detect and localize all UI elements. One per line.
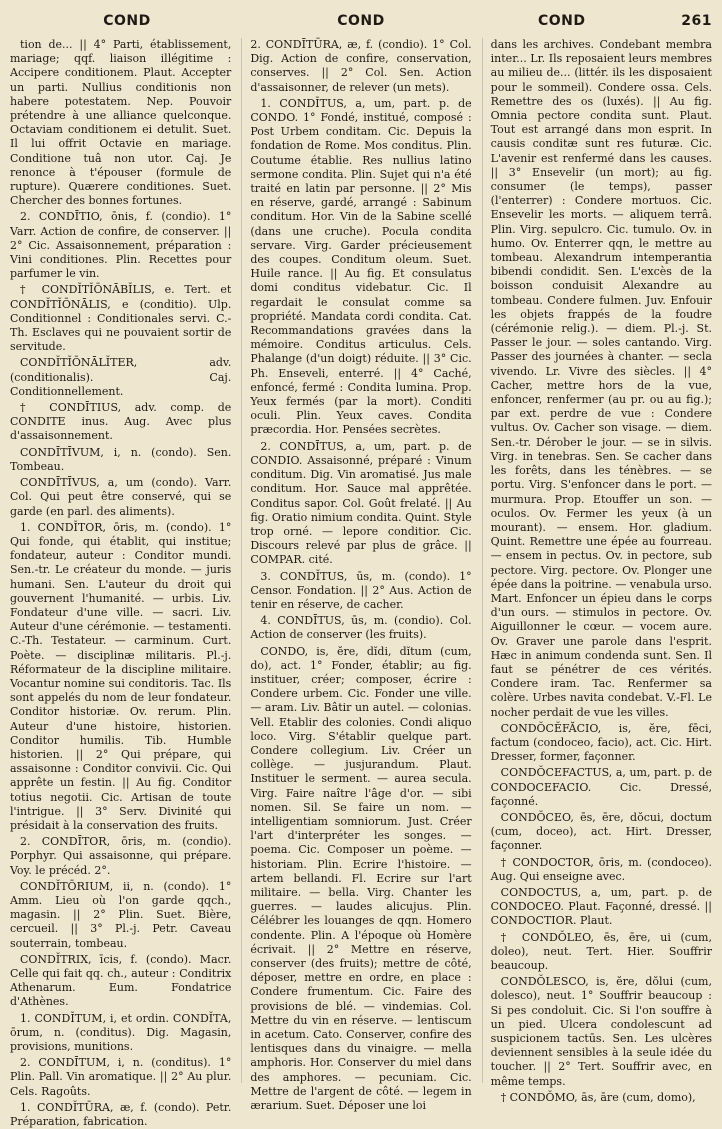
entry-paragraph: 2. CONDĪTOR, ōris, m. (condio). Porphyr. Qui assaisonne, qui prépare. Voy. le précéd. 2°. (10, 835, 232, 877)
entry-paragraph: 2. CONDĪTIO, ōnis, f. (condio). 1° Varr. Action de confire, de conserver. || 2° Cic. Assaisonnement, préparation : Vini conditiones. Plin. Recettes pour parfumer le vin. (10, 210, 232, 281)
entry-paragraph: 1. CONDĬTŪRA, æ, f. (condo). Petr. Préparation, fabrication. (10, 1100, 232, 1129)
entry-paragraph: CONDO, is, ĕre, dĭdi, dĭtum (cum, do), act. 1° Fonder, établir; au fig. instituer, créer; composer, écrire : Condere urbem. Cic. Fonder une ville. — aram. Liv. Bâtir un autel. — colonias. Vell. Etablir des colonies. Condi aliquo loco. Virg. S'établir quelque part. Condere collegium. Liv. Créer un collège. — jusjurandum. Plaut. Instituer le serment. — aurea secula. Virg. Faire naître l'âge d'or. — sibi nomen. Sil. Se faire un nom. — intelligentiam somniorum. Just. Créer l'art d'interpréter les songes. — poema. Cic. Composer un poème. — historiam. Plin. Ecrire l'histoire. — artem bellandi. Fl. Ecrire sur l'art militaire. — bella. Virg. Chanter les guerres. — laudes alicujus. Plin. Célébrer les louanges de qqn. Homero condente. Plin. A l'époque où Homère écrivait. || 2° Mettre en réserve, conserver (des fruits); mettre de côté, déposer, mettre en ordre, en place : Condere frumentum. Cic. Faire des provisions de blé. — vindemias. Col. Mettre du vin en réserve. — lentiscum in acetum. Cato. Conserver, confire des lentisques dans du vinaigre. — mella amphoris. Hor. Conserver du miel dans des amphores. — pecuniam. Cic. Mettre de l'argent de côté. — legem in ærarium. Suet. Déposer une loi (250, 644, 472, 1113)
page-number: 261 (681, 13, 712, 29)
column-middle (241, 38, 472, 1113)
header-center-word: COND (337, 13, 385, 29)
text-columns (10, 38, 712, 1129)
entry-paragraph: CONDĪTĪVUS, a, um (condo). Varr. Col. Qui peut être conservé, qui se garde (en parl. des aliments). (10, 476, 232, 518)
entry-paragraph: † CONDOCTOR, ōris, m. (condoceo). Aug. Qui enseigne avec. (490, 855, 712, 883)
entry-paragraph: CONDOCTUS, a, um, part. p. de CONDOCEO. Plaut. Façonné, dressé. || CONDOCTIOR. Plaut. (490, 885, 712, 928)
header-left-word: COND (103, 13, 151, 29)
entry-paragraph: † CONDŎMO, ās, āre (cum, domo), (500, 1090, 696, 1104)
entry-paragraph: CONDĬTRIX, īcis, f. (condo). Macr. Celle qui fait qq. ch., auteur : Conditrix Athenarum. Eum. Fondatrice d'Athènes. (10, 952, 232, 1009)
running-header (10, 8, 712, 34)
entry-paragraph: 2. CONDĪTUS, a, um, part. p. de CONDIO. Assaisonné, préparé : Vinum conditum. Dig. Vin aromatisé. Jus male conditum. Hor. Sauce mal apprêtée. Conditus sapor. Col. Goût frelaté. || Au fig. Oratio nimium condita. Quint. Style trop orné. — lepore conditior. Cic. Discours relevé par plus de grâce. || COMPAR. cité. (250, 439, 472, 567)
entry-paragraph: 4. CONDĪTUS, ūs, m. (condio). Col. Action de conserver (les fruits). (250, 614, 472, 642)
entry-paragraph: 1. CONDĬTOR, ōris, m. (condo). 1° Qui fonde, qui établit, qui institue; fondateur, auteur : Conditor mundi. Sen.-tr. Le créateur du monde. — juris humani. Sen. L'auteur du droit qui gouvernent l'humanité. — urbis. Liv. Fondateur d'une ville. — sacri. Liv. Auteur d'une cérémonie. — testamenti. C.-Th. Testateur. — carminum. Curt. Poète. — disciplinæ militaris. Pl.-j. Réformateur de la discipline militaire. Vocantur nomine sui conditoris. Tac. Ils sont appelés du nom de leur fondateur. Conditor historiæ. Ov. rerum. Plin. Auteur d'une histoire, historien. Conditor humilis. Tib. Humble historien. || 2° Qui prépare, qui assaisonne : Conditor convivii. Cic. Qui apprête un festin. || Au fig. Conditor totius negotii. Cic. Artisan de toute l'intrigue. || 3° Serv. Divinité qui présidait à la conservation des fruits. (10, 520, 232, 832)
entry-paragraph: CONDŎCEFACTUS, a, um, part. p. de CONDOCEFACIO. Cic. Dressé, façonné. (490, 766, 712, 808)
entry-paragraph: † CONDĪTIUS, adv. comp. de CONDITE inus. Aug. Avec plus d'assaisonnement. (10, 401, 232, 443)
entry-paragraph: CONDĪTĪVUM, i, n. (condo). Sen. Tombeau. (10, 445, 232, 473)
column-right (482, 38, 712, 1104)
entry-paragraph: 1. CONDĬTUS, a, um, part. p. de CONDO. 1° Fondé, institué, composé : Post Urbem conditam. Cic. Depuis la fondation de Rome. Mos conditus. Plin. Coutume établie. Res nullius latino sermone condita. Plin. Sujet qui n'a été traité en latin par personne. || 2° Mis en réserve, gardé, arrangé : Sabinum conditum. Hor. Vin de la Sabine scellé (dans une cruche). Pocula condita servare. Virg. Garder précieusement des coupes. Conditum oleum. Suet. Huile rance. || Au fig. Et consulatus domi conditus videbatur. Cic. Il regardait le consulat comme sa propriété. Mandata cordi condita. Cat. Recommandations gravées dans la mémoire. Conditus articulus. Cels. Phalange (d'un doigt) réduite. || 3° Cic. Ph. Enseveli, enterré. || 4° Caché, enfoncé, fermé : Condita lumina. Prop. Yeux fermés (par la mort). Conditi oculi. Plin. Yeux caves. Condita præcordia. Hor. Pensées secrètes. (250, 96, 472, 437)
entry-paragraph: † CONDĬTĬŌNĀBĬLIS, e. Tert. et CONDĬTĬŌNĀLIS, e (conditio). Ulp. Conditionnel : Conditionales servi. C.-Th. Esclaves qui ne pouvaient sortir de servitude. (10, 283, 232, 354)
header-right-group (478, 13, 712, 29)
entry-paragraph: CONDĬTŌRIUM, ii, n. (condo). 1° Amm. Lieu où l'on garde qqch., magasin. || 2° Plin. Suet. Bière, cercueil. || 3° Pl.-j. Petr. Caveau souterrain, tombeau. (10, 879, 232, 950)
entry-paragraph: tion de... || 4° Parti, établissement, mariage; qqf. liaison illégitime : Accipere conditionem. Plaut. Accepter un parti. Nullius conditionis non habere potestatem. Nep. Pouvoir prétendre à une alliance quelconque. Octaviam conditionem ei detulit. Suet. Il lui offrit Octavie en mariage. Conditione tuâ non utor. Caj. Je renonce à t'épouser (formule de rupture). Quærere conditiones. Suet. Chercher des bonnes fortunes. (10, 38, 232, 208)
entry-paragraph: CONDŎCĔFĂCIO, is, ĕre, fēci, factum (condoceo, facio), act. Cic. Hirt. Dresser, former, façonner. (490, 721, 712, 764)
entry-paragraph: CONDĬTĬŌNĀLĬTER, adv. (conditionalis). Caj. Conditionnellement. (10, 356, 232, 398)
entry-paragraph: 3. CONDĬTUS, ūs, m. (condo). 1° Censor. Fondation. || 2° Aus. Action de tenir en réserve, de cacher. (250, 569, 472, 611)
entry-paragraph: CONDŎLESCO, is, ĕre, dŏlui (cum, dolesco), neut. 1° Souffrir beaucoup : Si pes condoluit. Cic. Si l'on souffre à un pied. Ulcera condolescunt ad suspicionem tactūs. Sen. Les ulcères deviennent sensibles à la seule idée du toucher. || 2° Tert. Souffrir avec, en même temps. (490, 975, 712, 1088)
column-left (10, 38, 232, 1129)
entry-paragraph: 1. CONDĬTUM, i, et ordin. CONDĬTA, ōrum, n. (conditus). Dig. Magasin, provisions, munitions. (10, 1011, 232, 1054)
header-right-word: COND (538, 13, 586, 29)
entry-paragraph: 2. CONDĪTUM, i, n. (conditus). 1° Plin. Pall. Vin aromatique. || 2° Au plur. Cels. Ragoûts. (10, 1056, 232, 1098)
entry-paragraph: CONDŎCEO, ēs, ēre, dŏcui, doctum (cum, doceo), act. Hirt. Dresser, façonner. (490, 810, 712, 853)
entry-paragraph: 2. CONDĪTŪRA, æ, f. (condio). 1° Col. Dig. Action de confire, conservation, conserves. || 2° Col. Sen. Action d'assaisonner, de relever (un mets). (250, 38, 472, 94)
entry-paragraph: dans les archives. Condebant membra inter... Lr. Ils reposaient leurs membres au milieu de... (littér. ils les disposaient pour le sommeil). Condere ossa. Cels. Remettre des os (luxés). || Au fig. Omnia pectore condita sunt. Plaut. Tout est arrangé dans mon esprit. In causis conditæ sunt res futuræ. Cic. L'avenir est renfermé dans les causes. || 3° Ensevelir (un mort); au fig. consumer (le temps), passer (l'enterrer) : Condere mortuos. Cic. Ensevelir les morts. — aliquem terrâ. Plin. Virg. sepulcro. Cic. tumulo. Ov. in humo. Ov. Enterrer qqn, le mettre au tombeau. Alexandrum intemperantia bibendi condidit. Sen. L'excès de la boisson conduisit Alexandre au tombeau. Condere fulmen. Juv. Enfouir les objets frappés de la foudre (cérémonie relig.). — diem. Pl.-j. St. Passer le jour. — soles cantando. Virg. Passer des journées à chanter. — secla vivendo. Lr. Vivre des siècles. || 4° Cacher, mettre hors de la vue, enfoncer, renfermer (au pr. ou au fig.); par ext. perdre de vue : Condere vultus. Ov. Cacher son visage. — diem. Sen.-tr. Dérober le jour. — se in silvis. Virg. in tenebras. Sen. Se cacher dans les forêts, dans les ténèbres. — se portu. Virg. S'enfoncer dans le port. — murmura. Prop. Etouffer un son. — oculos. Ov. Fermer les yeux (à un mourant). — ensem. Hor. gladium. Quint. Remettre une épée au fourreau. — ensem in pectus. Ov. in pectore, sub pectore. Virg. pectore. Ov. Plonger une épée dans la poitrine. — venabula urso. Mart. Enfoncer un épieu dans le corps d'un ours. — stimulos in pectore. Ov. Aiguillonner le cœur. — vocem aure. Ov. Graver une parole dans l'esprit. Hæc in animum condenda sunt. Sen. Il faut se pénétrer de ces vérités. Condere iram. Tac. Renfermer sa colère. Urbes navita condebat. V.-Fl. Le nocher perdait de vue les villes. (490, 38, 712, 719)
entry-paragraph: † CONDŎLEO, ēs, ēre, ui (cum, doleo), neut. Tert. Hier. Souffrir beaucoup. (490, 930, 712, 972)
